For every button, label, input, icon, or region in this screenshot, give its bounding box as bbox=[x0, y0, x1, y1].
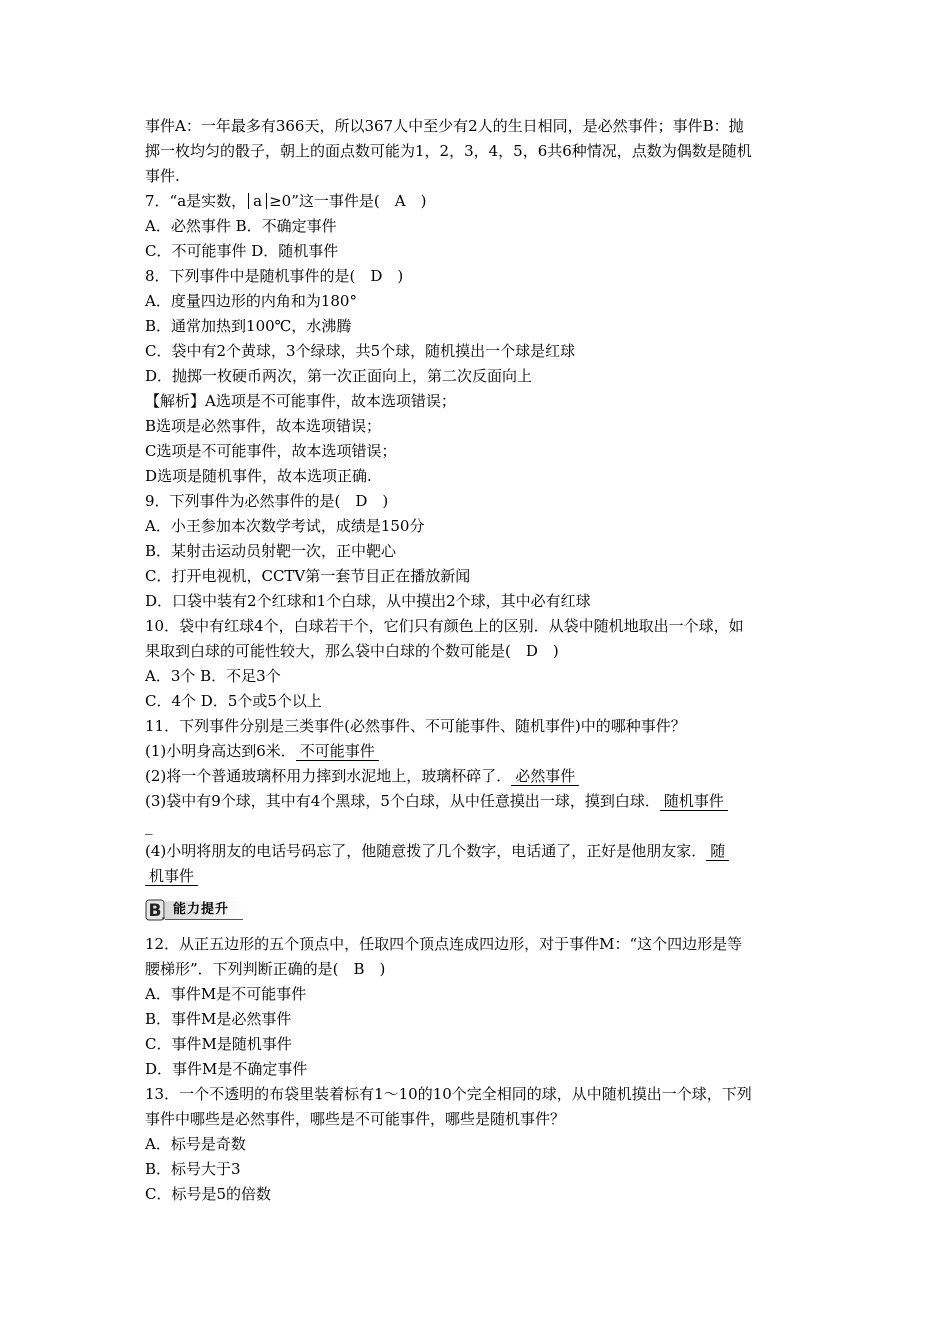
q12-option: A．事件M是不可能事件 bbox=[145, 985, 307, 1003]
q13-option: B．标号大于3 bbox=[145, 1160, 241, 1178]
q12-option: B．事件M是必然事件 bbox=[145, 1010, 292, 1028]
q10-option: A．3个 B．不足3个 bbox=[145, 667, 281, 685]
q11-part-4-cont bbox=[145, 864, 810, 889]
q11-part-3-tail: _ bbox=[145, 817, 153, 835]
q9-option: B．某射击运动员射靶一次，正中靶心 bbox=[145, 542, 397, 560]
section-header bbox=[145, 892, 810, 928]
q8-option: C．袋中有2个黄球，3个绿球，共5个球，随机摸出一个球是红球 bbox=[145, 342, 576, 360]
q11-part-3: (3)袋中有9个球，其中有4个黑球，5个白球，从中任意摸出一球，摸到白球． 随机事件 bbox=[145, 789, 810, 814]
q13-option: A．标号是奇数 bbox=[145, 1135, 246, 1153]
section-letter: B bbox=[148, 901, 162, 921]
answer-blank: 必然事件 bbox=[511, 767, 579, 786]
q8-option: B．通常加热到100℃，水沸腾 bbox=[145, 317, 352, 335]
intro-line: 事件A：一年最多有366天，所以367人中至少有2人的生日相同，是必然事件；事件B：抛 bbox=[145, 117, 744, 135]
q7-option: C．不可能事件 D．随机事件 bbox=[145, 242, 339, 260]
answer-blank: 机事件 bbox=[145, 867, 198, 886]
section-title: 能力提升 bbox=[165, 901, 243, 920]
intro-line: 事件. bbox=[145, 167, 180, 185]
q9-stem: 9．下列事件为必然事件的是( D ) bbox=[145, 492, 389, 510]
answer-blank: 随机事件 bbox=[660, 792, 728, 811]
q10-stem: 果取到白球的可能性较大，那么袋中白球的个数可能是( D ) bbox=[145, 642, 559, 660]
q11-part-2: (2)将一个普通玻璃杯用力摔到水泥地上，玻璃杯碎了． 必然事件 bbox=[145, 764, 810, 789]
q9-option: D．口袋中装有2个红球和1个白球，从中摸出2个球，其中必有红球 bbox=[145, 592, 591, 610]
q11-stem: 11．下列事件分别是三类事件(必然事件、不可能事件、随机事件)中的哪种事件？ bbox=[145, 717, 686, 735]
q9-option: C．打开电视机，CCTV第一套节目正在播放新闻 bbox=[145, 567, 471, 585]
q12-stem: 腰梯形”．下列判断正确的是( B ) bbox=[145, 960, 386, 978]
worksheet-page bbox=[145, 114, 810, 1207]
absolute-value: a bbox=[248, 193, 267, 209]
q8-option: D．抛掷一枚硬币两次，第一次正面向上，第二次反面向上 bbox=[145, 367, 533, 385]
intro-line: 掷一枚均匀的骰子，朝上的面点数可能为1，2，3，4，5，6共6种情况，点数为偶数是随机 bbox=[145, 142, 752, 160]
q8-analysis: 【解析】A选项是不可能事件，故本选项错误； bbox=[145, 392, 456, 410]
q13-stem: 13．一个不透明的布袋里装着标有1～10的10个完全相同的球，从中随机摸出一个球，下列 bbox=[145, 1085, 752, 1103]
q8-analysis: D选项是随机事件，故本选项正确. bbox=[145, 467, 372, 485]
q7-stem: 7．“a是实数， a ≥0”这一事件是( A ) bbox=[145, 192, 427, 210]
q9-option: A．小王参加本次数学考试，成绩是150分 bbox=[145, 517, 425, 535]
q12-option: C．事件M是随机事件 bbox=[145, 1035, 292, 1053]
q10-option: C．4个 D．5个或5个以上 bbox=[145, 692, 322, 710]
q13-stem: 事件中哪些是必然事件，哪些是不可能事件，哪些是随机事件？ bbox=[145, 1110, 566, 1128]
answer-blank: 不可能事件 bbox=[296, 742, 379, 761]
q8-analysis: C选项是不可能事件，故本选项错误； bbox=[145, 442, 397, 460]
q8-option: A．度量四边形的内角和为180° bbox=[145, 292, 357, 310]
q11-part-1: (1)小明身高达到6米． 不可能事件 bbox=[145, 739, 810, 764]
q12-stem: 12．从正五边形的五个顶点中，任取四个顶点连成四边形，对于事件M：“这个四边形是等 bbox=[145, 935, 743, 953]
q8-analysis: B选项是必然事件，故本选项错误； bbox=[145, 417, 382, 435]
q8-stem: 8．下列事件中是随机事件的是( D ) bbox=[145, 267, 404, 285]
q13-option: C．标号是5的倍数 bbox=[145, 1185, 272, 1203]
answer-blank: 随 bbox=[706, 842, 729, 861]
q12-option: D．事件M是不确定事件 bbox=[145, 1060, 308, 1078]
q10-stem: 10．袋中有红球4个，白球若干个，它们只有颜色上的区别．从袋中随机地取出一个球，如 bbox=[145, 617, 744, 635]
q11-part-4: (4)小明将朋友的电话号码忘了，他随意拨了几个数字，电话通了，正好是他朋友家． 随 bbox=[145, 839, 810, 864]
q7-option: A．必然事件 B．不确定事件 bbox=[145, 217, 337, 235]
